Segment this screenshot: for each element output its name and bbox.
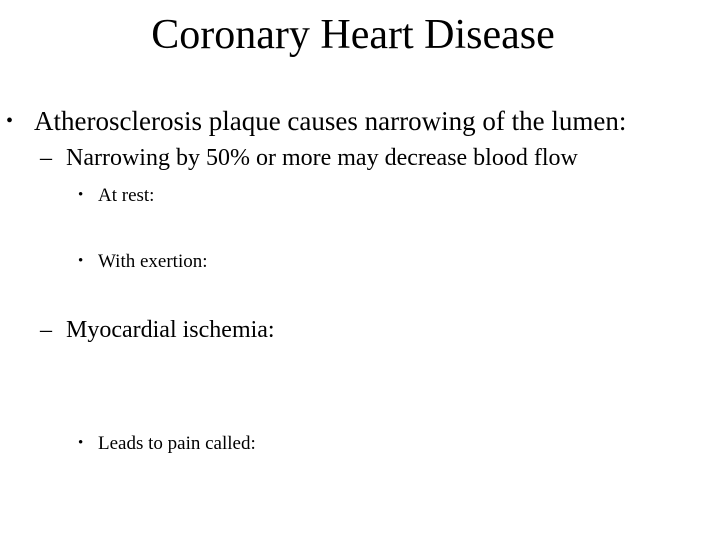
bullet-marker: • (78, 253, 84, 269)
subbullet-text: Myocardial ischemia: (66, 317, 275, 343)
bullet-atherosclerosis (6, 104, 626, 138)
dash-marker: – (40, 317, 52, 343)
bullet-text: Atherosclerosis plaque causes narrowing of the lumen: (34, 106, 627, 136)
subsubbullet-text: Leads to pain called: (98, 433, 256, 454)
subbullet-text: Narrowing by 50% or more may decrease blood flow (66, 145, 578, 171)
subsubbullet-text: With exertion: (98, 251, 208, 272)
subsubbullet-text: At rest: (98, 185, 155, 206)
subsubbullet-with-exertion (78, 249, 208, 274)
slide-title: Coronary Heart Disease (151, 12, 555, 58)
subsubbullet-at-rest (78, 183, 154, 208)
subbullet-myocardial-ischemia (40, 315, 275, 345)
bullet-marker: • (78, 187, 84, 203)
bullet-marker: • (78, 435, 84, 451)
bullet-marker: • (6, 110, 14, 132)
subbullet-narrowing (40, 143, 578, 173)
dash-marker: – (40, 145, 52, 171)
subsubbullet-leads-to-pain (78, 431, 256, 456)
